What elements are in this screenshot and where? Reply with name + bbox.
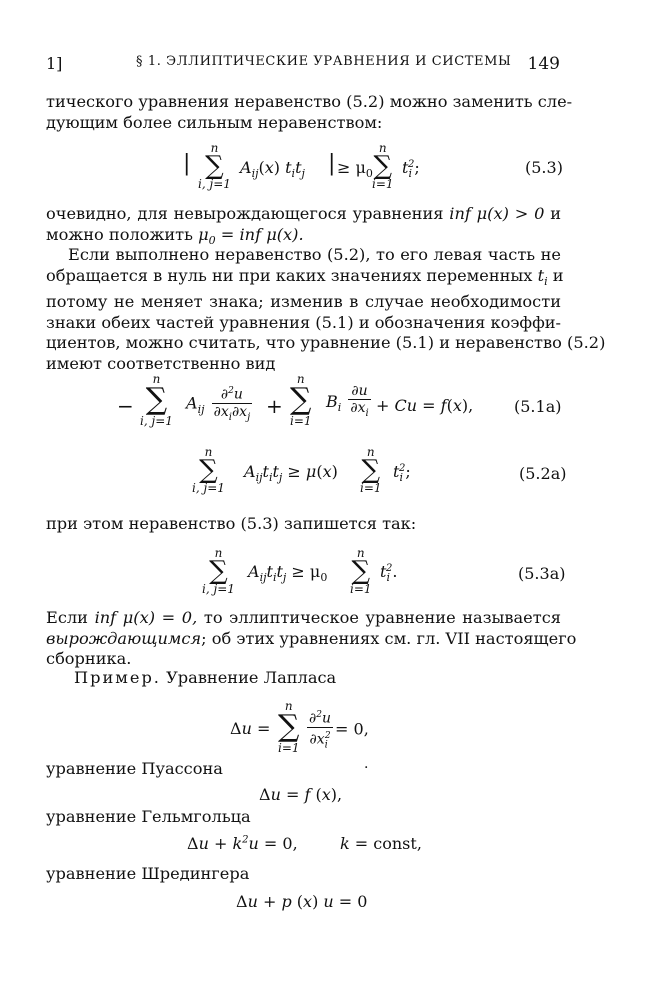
schrodinger-label: уравнение Шредингера <box>46 864 250 883</box>
paragraph-3: Если выполнено неравенство (5.2), то его левая часть не обращается в нуль ни при каких значениях переменных $t_i$ и потому не меняет знака; изменив в случае необходимости знаки обеих частей уравнения (5.1) и обозначения коэффи- циентов, можно считать, что уравнение (5.1) и неравенство (5.2) имеют соответственно вид <box>46 245 606 373</box>
paragraph-2: очевидно, для невырождающегося уравнения inf μ(x) > 0 и можно положить $\mu_0$ = inf μ(x). <box>46 204 561 247</box>
equation-number: (5.1a) <box>514 397 562 416</box>
example-intro: Пример. Уравнение Лапласа <box>74 668 337 687</box>
page-number: 149 <box>527 54 560 74</box>
paragraph-5: Если inf μ(x) = 0, то эллиптическое уравнение называется вырождающимся; об этих уравнениях см. гл. VII настоящего сборника. <box>46 608 577 668</box>
paragraph-1: тического уравнения неравенство (5.2) можно заменить сле- дующим более сильным неравенством: <box>46 92 573 132</box>
helmholtz-label: уравнение Гельмгольца <box>46 807 251 826</box>
equation-number: (5.3) <box>525 158 563 177</box>
poisson-label: уравнение Пуассона <box>46 759 223 778</box>
header-section-number: 1] <box>46 54 63 73</box>
equation-number: (5.2a) <box>519 464 567 483</box>
equation-number: (5.3a) <box>518 564 566 583</box>
paragraph-4: при этом неравенство (5.3) запишется так: <box>46 514 417 533</box>
header-title: § 1. ЭЛЛИПТИЧЕСКИЕ УРАВНЕНИЯ И СИСТЕМЫ <box>136 54 512 69</box>
